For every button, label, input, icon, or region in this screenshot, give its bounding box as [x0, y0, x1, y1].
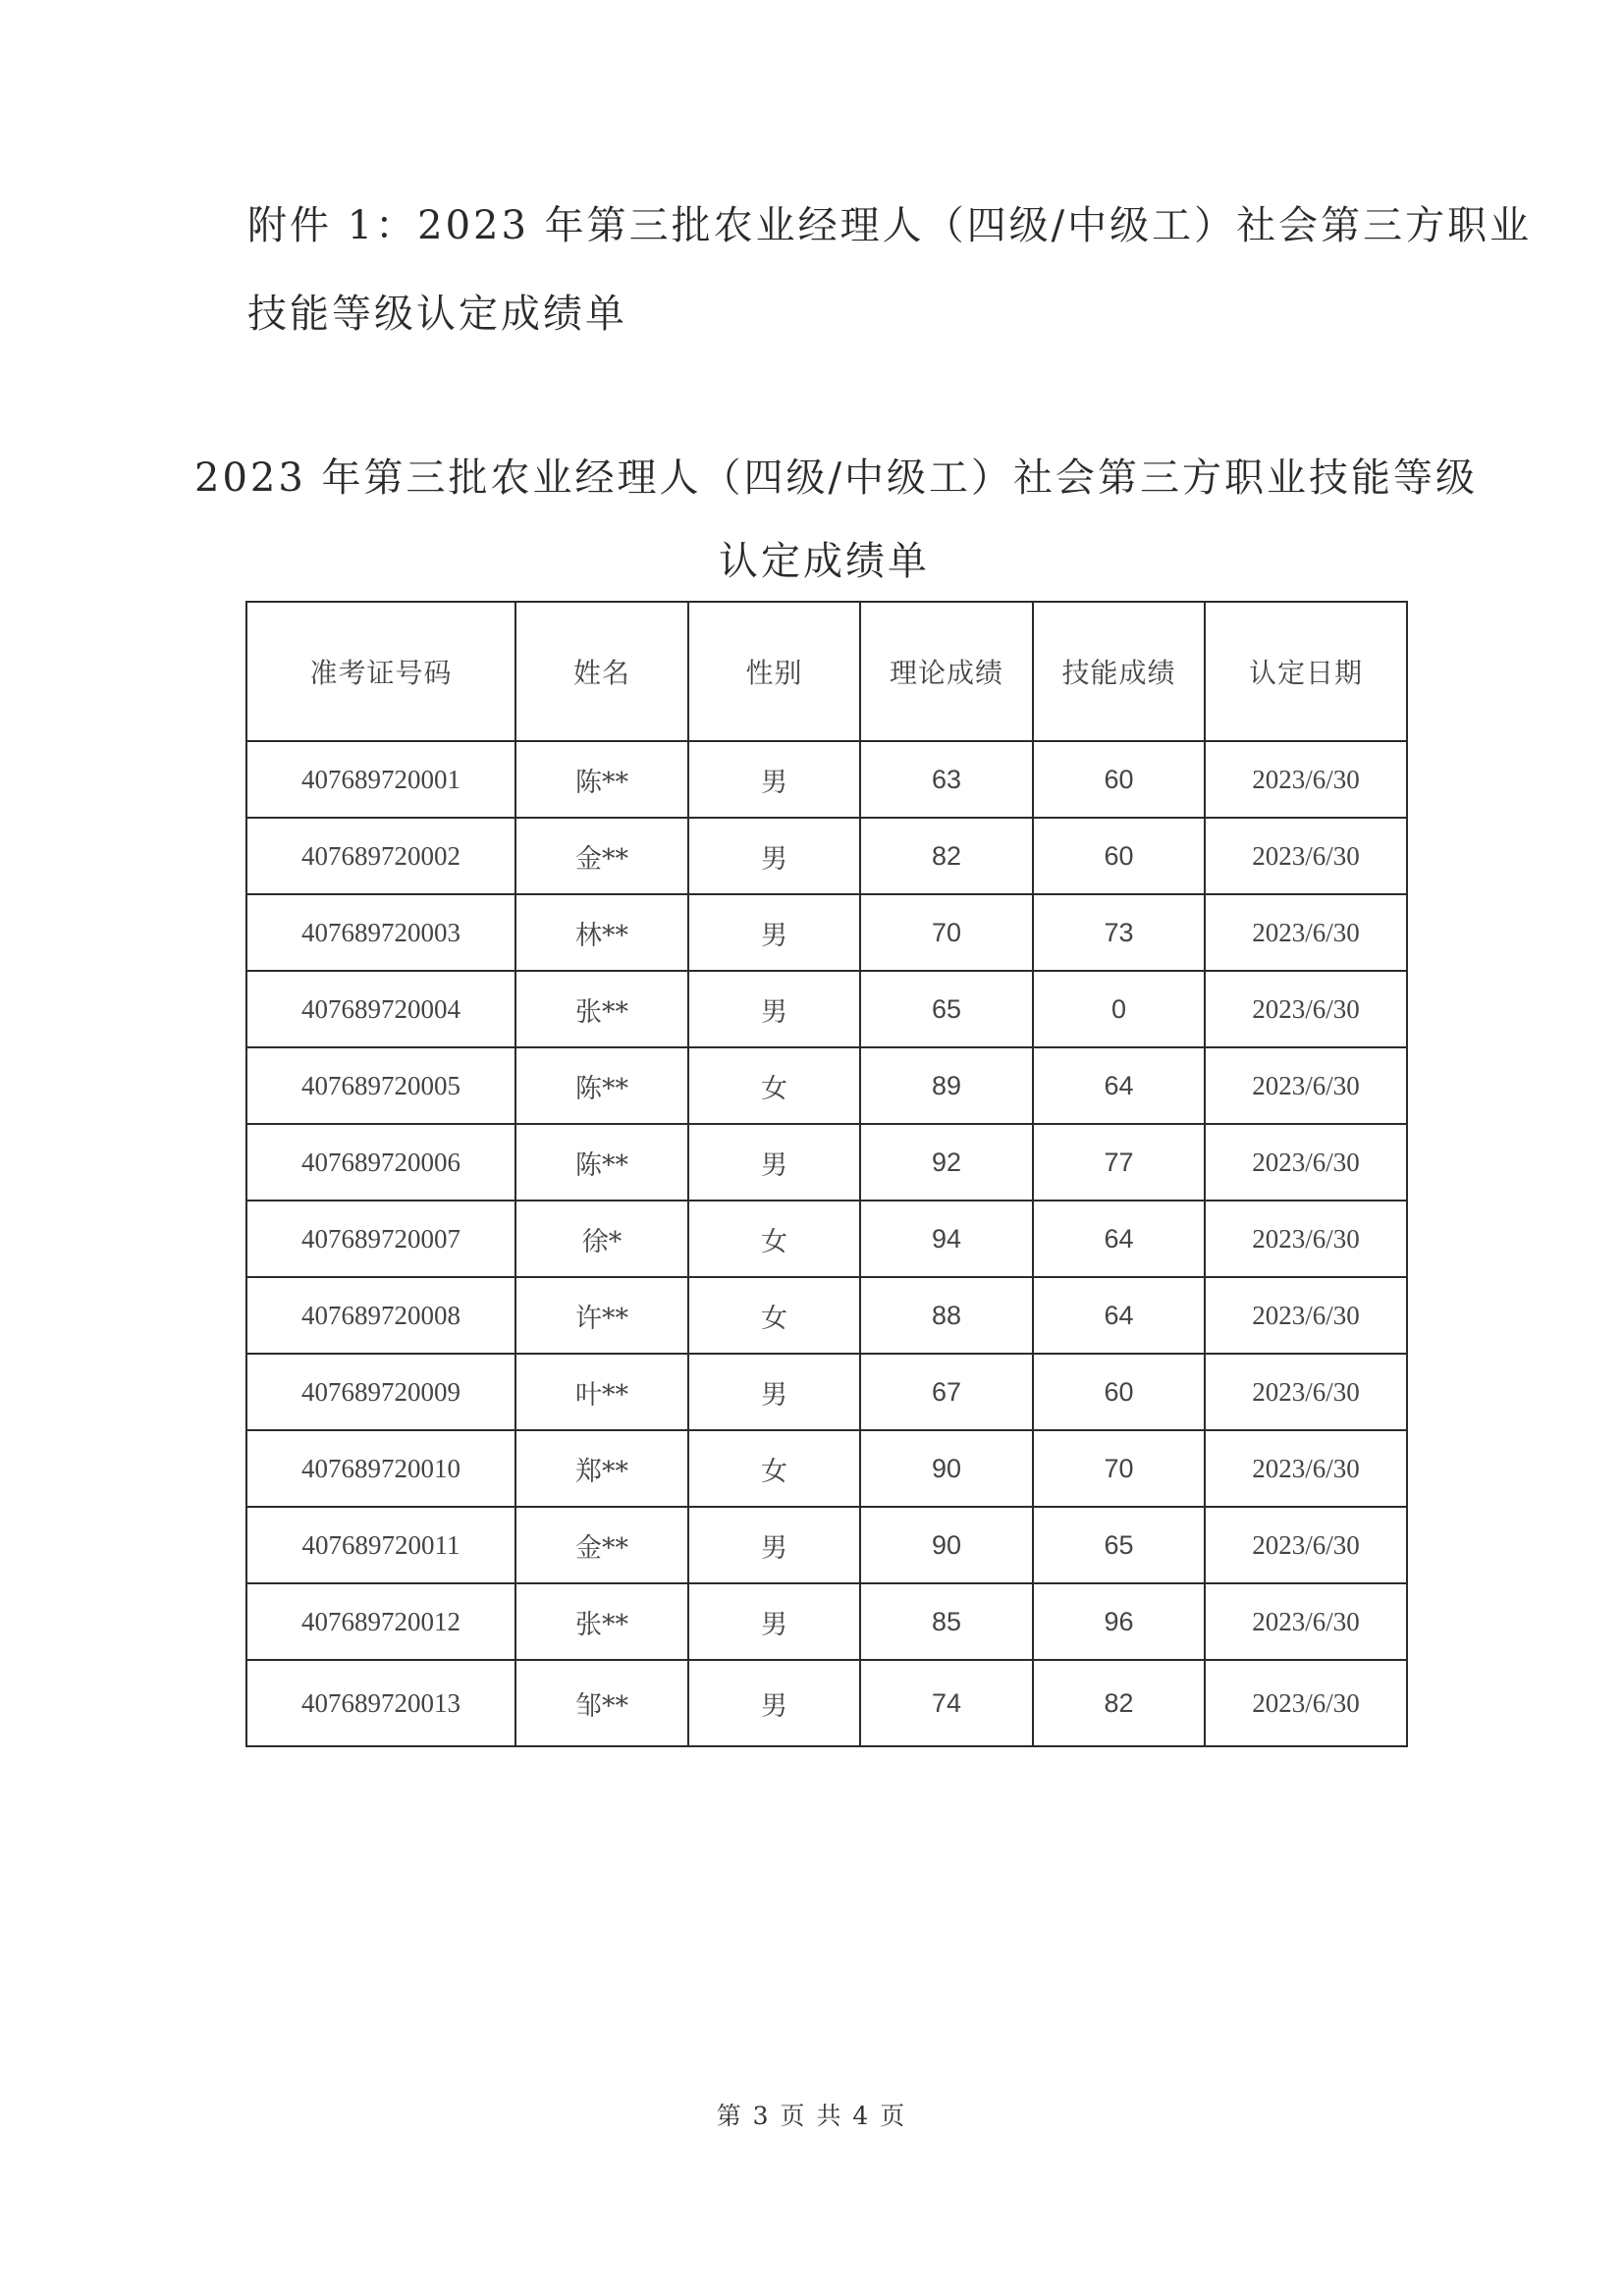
cell-gender: 女	[688, 1201, 860, 1277]
cell-name: 林**	[515, 894, 688, 971]
cell-name: 张**	[515, 1583, 688, 1660]
cell-exam-id: 407689720003	[246, 894, 515, 971]
header-skill-score: 技能成绩	[1033, 602, 1205, 741]
cell-name: 邹**	[515, 1660, 688, 1746]
cell-gender: 女	[688, 1277, 860, 1354]
table-title-line1: 2023 年第三批农业经理人（四级/中级工）社会第三方职业技能等级	[194, 455, 1478, 501]
cell-name: 陈**	[515, 1047, 688, 1124]
cell-gender: 男	[688, 741, 860, 818]
cell-exam-id: 407689720007	[246, 1201, 515, 1277]
cell-name: 叶**	[515, 1354, 688, 1430]
cell-exam-id: 407689720004	[246, 971, 515, 1047]
cell-skill-score: 64	[1033, 1047, 1205, 1124]
cell-exam-id: 407689720001	[246, 741, 515, 818]
cell-exam-id: 407689720010	[246, 1430, 515, 1507]
cell-cert-date: 2023/6/30	[1205, 894, 1407, 971]
table-row	[246, 1201, 1407, 1277]
cell-exam-id: 407689720002	[246, 818, 515, 894]
cell-cert-date: 2023/6/30	[1205, 1660, 1407, 1746]
table-header-row	[246, 602, 1407, 741]
table-body	[246, 741, 1407, 1746]
cell-cert-date: 2023/6/30	[1205, 1124, 1407, 1201]
header-cert-date: 认定日期	[1205, 602, 1407, 741]
cell-cert-date: 2023/6/30	[1205, 1047, 1407, 1124]
cell-skill-score: 60	[1033, 741, 1205, 818]
cell-gender: 女	[688, 1430, 860, 1507]
cell-exam-id: 407689720005	[246, 1047, 515, 1124]
table-title-line2: 认定成绩单	[719, 539, 930, 584]
cell-theory-score: 90	[860, 1430, 1033, 1507]
table-row	[246, 1430, 1407, 1507]
cell-exam-id: 407689720013	[246, 1660, 515, 1746]
table-row	[246, 1507, 1407, 1583]
cell-skill-score: 65	[1033, 1507, 1205, 1583]
cell-gender: 男	[688, 971, 860, 1047]
cell-gender: 男	[688, 818, 860, 894]
cell-cert-date: 2023/6/30	[1205, 1507, 1407, 1583]
cell-skill-score: 64	[1033, 1201, 1205, 1277]
cell-name: 陈**	[515, 741, 688, 818]
cell-cert-date: 2023/6/30	[1205, 741, 1407, 818]
cell-gender: 男	[688, 1354, 860, 1430]
cell-cert-date: 2023/6/30	[1205, 1583, 1407, 1660]
header-gender: 性别	[688, 602, 860, 741]
cell-name: 张**	[515, 971, 688, 1047]
cell-cert-date: 2023/6/30	[1205, 971, 1407, 1047]
cell-cert-date: 2023/6/30	[1205, 1354, 1407, 1430]
cell-gender: 男	[688, 1660, 860, 1746]
cell-cert-date: 2023/6/30	[1205, 818, 1407, 894]
cell-skill-score: 73	[1033, 894, 1205, 971]
cell-skill-score: 70	[1033, 1430, 1205, 1507]
cell-skill-score: 64	[1033, 1277, 1205, 1354]
cell-name: 许**	[515, 1277, 688, 1354]
cell-name: 徐*	[515, 1201, 688, 1277]
cell-name: 陈**	[515, 1124, 688, 1201]
cell-gender: 男	[688, 1124, 860, 1201]
cell-gender: 女	[688, 1047, 860, 1124]
table-row	[246, 1277, 1407, 1354]
cell-exam-id: 407689720011	[246, 1507, 515, 1583]
table-row	[246, 741, 1407, 818]
cell-name: 郑**	[515, 1430, 688, 1507]
table-row	[246, 1583, 1407, 1660]
cell-exam-id: 407689720012	[246, 1583, 515, 1660]
cell-skill-score: 96	[1033, 1583, 1205, 1660]
cell-gender: 男	[688, 1583, 860, 1660]
cell-gender: 男	[688, 1507, 860, 1583]
header-name: 姓名	[515, 602, 688, 741]
cell-theory-score: 85	[860, 1583, 1033, 1660]
cell-theory-score: 90	[860, 1507, 1033, 1583]
cell-theory-score: 65	[860, 971, 1033, 1047]
table-row	[246, 818, 1407, 894]
cell-theory-score: 70	[860, 894, 1033, 971]
cell-skill-score: 60	[1033, 818, 1205, 894]
cell-name: 金**	[515, 1507, 688, 1583]
table-row	[246, 1354, 1407, 1430]
cell-cert-date: 2023/6/30	[1205, 1201, 1407, 1277]
page-number: 第 3 页 共 4 页	[716, 2102, 907, 2130]
table-row	[246, 1660, 1407, 1746]
attachment-heading-line2: 技能等级认定成绩单	[247, 292, 627, 337]
cell-theory-score: 92	[860, 1124, 1033, 1201]
cell-exam-id: 407689720009	[246, 1354, 515, 1430]
cell-theory-score: 82	[860, 818, 1033, 894]
attachment-heading-line1: 附件 1：2023 年第三批农业经理人（四级/中级工）社会第三方职业	[247, 203, 1533, 248]
header-exam-id: 准考证号码	[246, 602, 515, 741]
table-row	[246, 894, 1407, 971]
cell-cert-date: 2023/6/30	[1205, 1277, 1407, 1354]
cell-theory-score: 88	[860, 1277, 1033, 1354]
table-row	[246, 1124, 1407, 1201]
table-row	[246, 971, 1407, 1047]
cell-skill-score: 60	[1033, 1354, 1205, 1430]
table-row	[246, 1047, 1407, 1124]
cell-cert-date: 2023/6/30	[1205, 1430, 1407, 1507]
cell-theory-score: 94	[860, 1201, 1033, 1277]
cell-theory-score: 89	[860, 1047, 1033, 1124]
cell-name: 金**	[515, 818, 688, 894]
cell-theory-score: 74	[860, 1660, 1033, 1746]
cell-theory-score: 67	[860, 1354, 1033, 1430]
cell-gender: 男	[688, 894, 860, 971]
score-table	[245, 601, 1408, 1747]
cell-theory-score: 63	[860, 741, 1033, 818]
cell-skill-score: 0	[1033, 971, 1205, 1047]
cell-exam-id: 407689720006	[246, 1124, 515, 1201]
cell-skill-score: 77	[1033, 1124, 1205, 1201]
cell-exam-id: 407689720008	[246, 1277, 515, 1354]
cell-skill-score: 82	[1033, 1660, 1205, 1746]
header-theory-score: 理论成绩	[860, 602, 1033, 741]
